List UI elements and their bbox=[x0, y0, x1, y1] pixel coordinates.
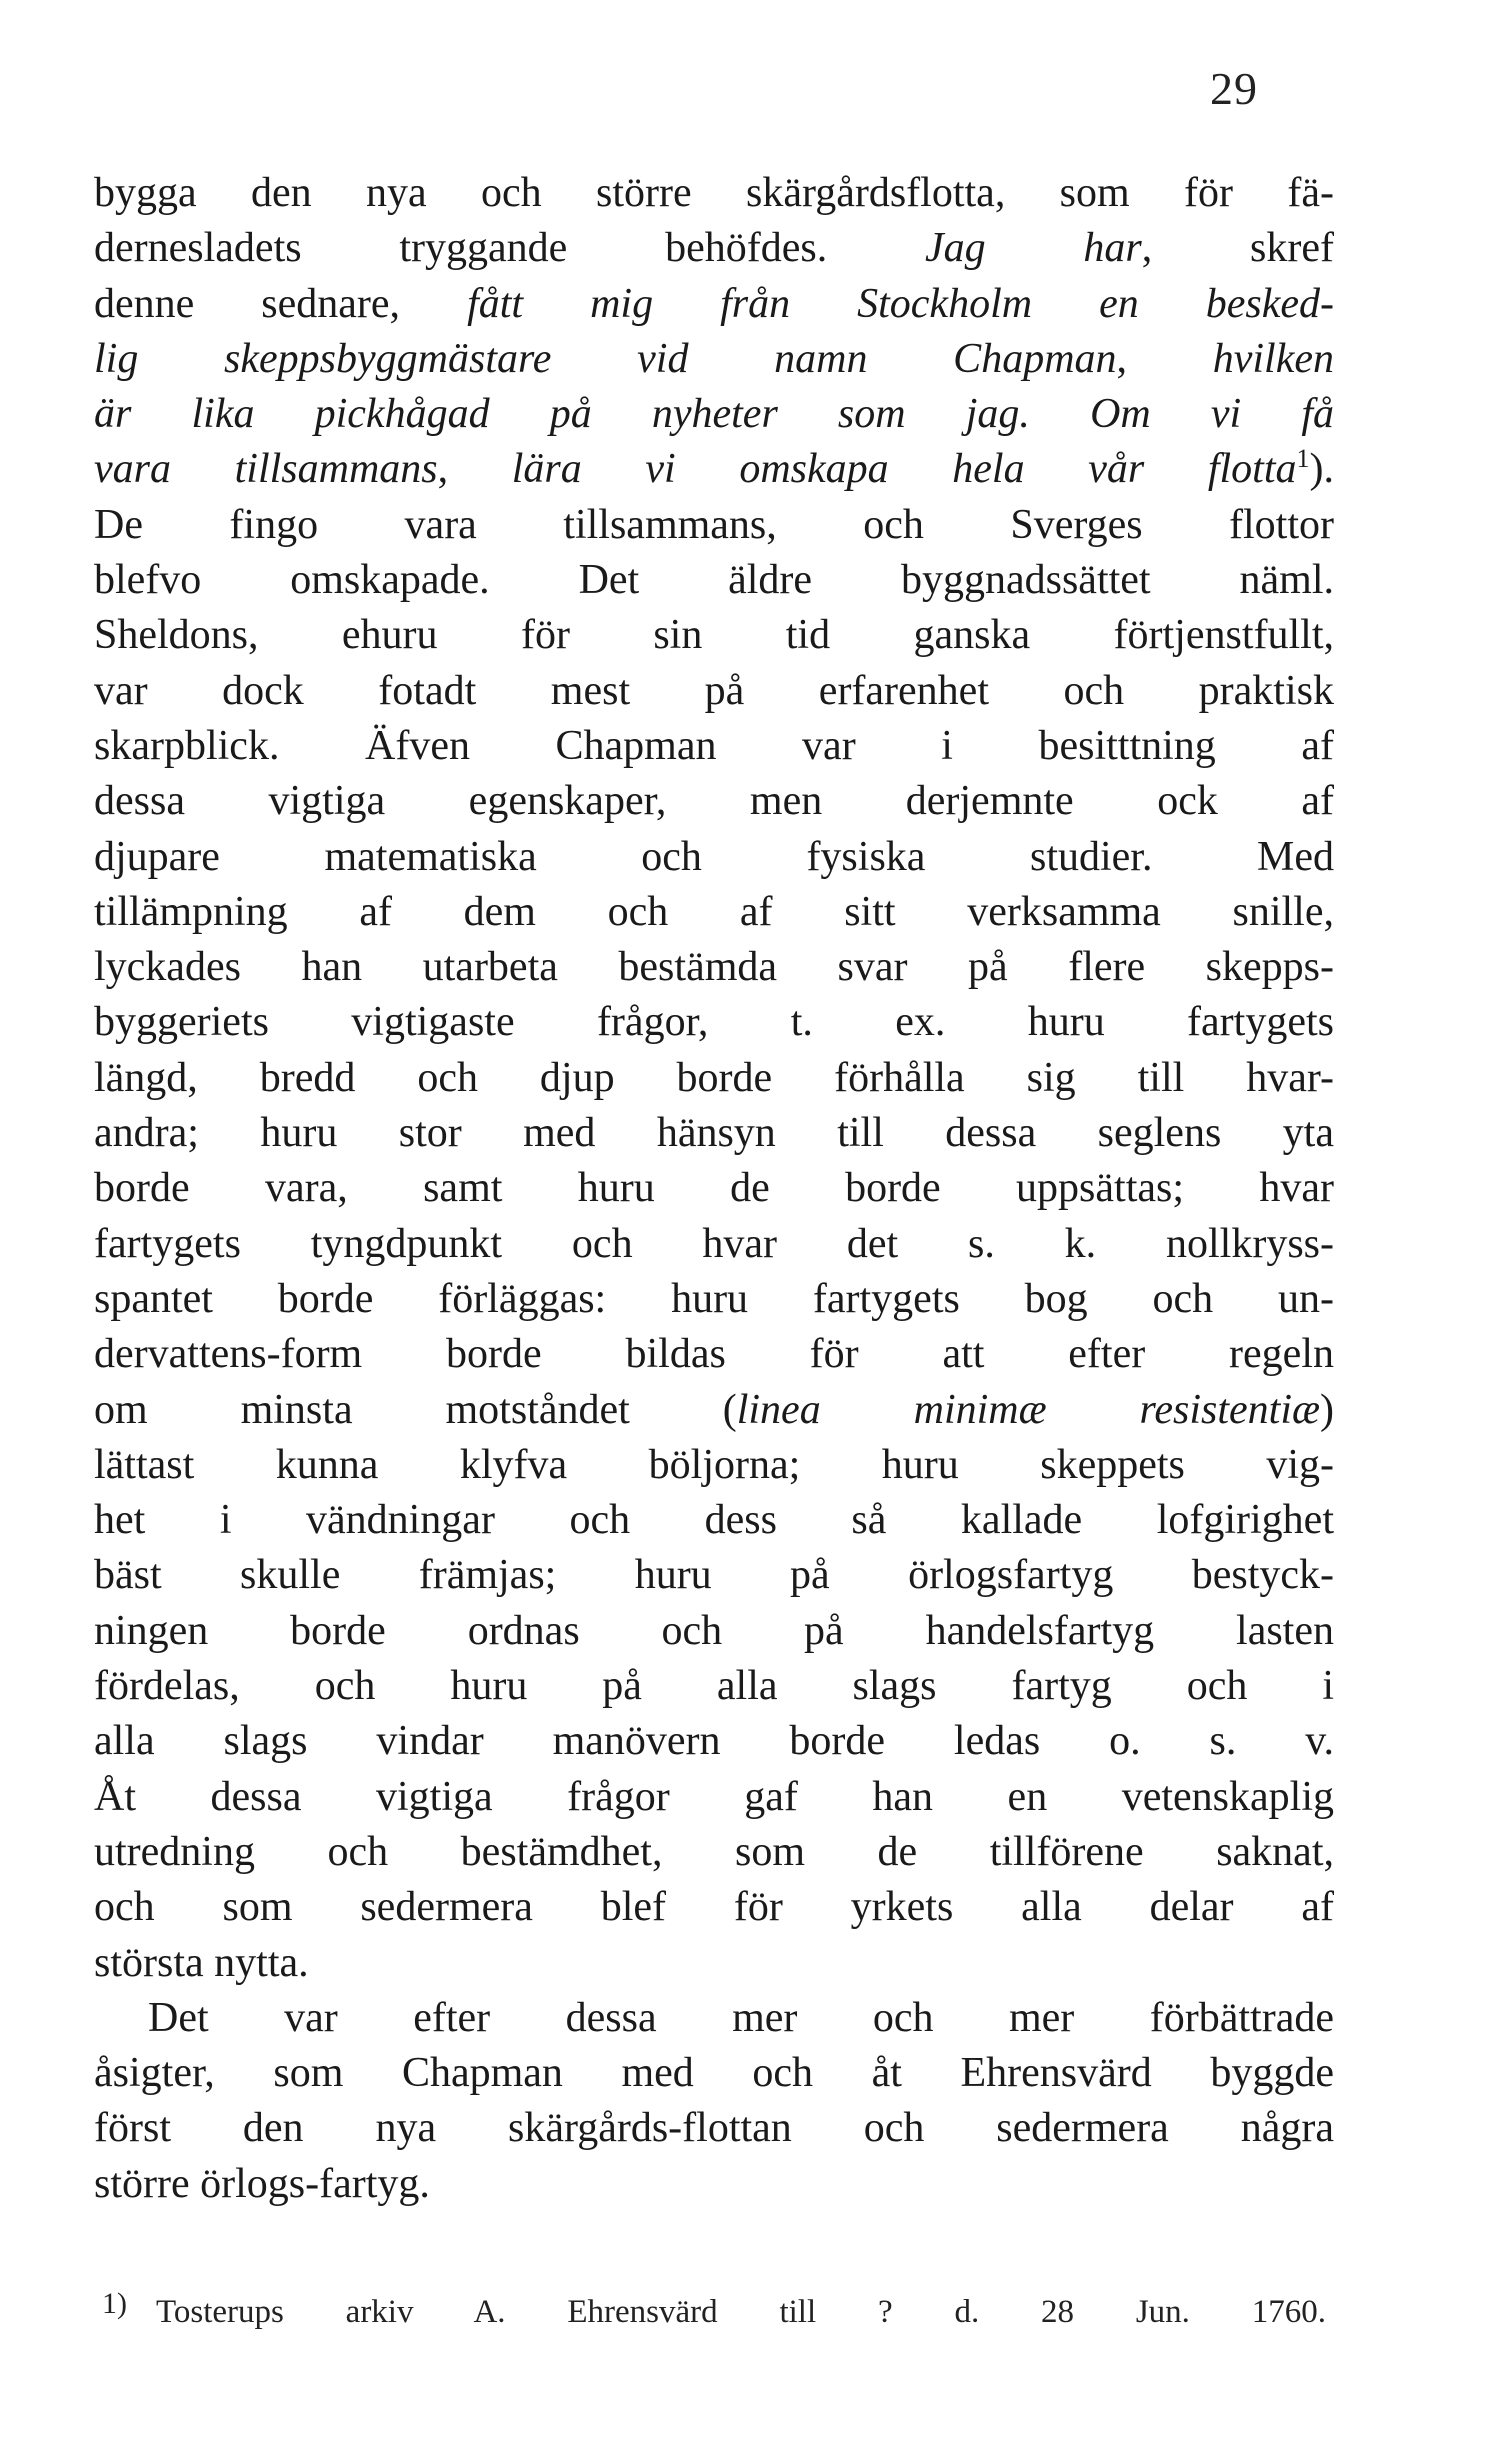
text-segment: lära vi omskapa hela vår flotta bbox=[511, 446, 1297, 493]
text-line bbox=[94, 1217, 1334, 1272]
text-segment: vara tillsammans bbox=[94, 446, 438, 493]
text-line bbox=[94, 332, 1334, 387]
text-segment: byggeriets vigtigaste frågor, t. ex. huru fartygets bbox=[94, 999, 1334, 1046]
text-line bbox=[94, 664, 1334, 719]
text-segment: denne sednare, bbox=[94, 280, 468, 327]
text-segment: ) bbox=[1320, 1386, 1334, 1433]
text-segment: hvilken bbox=[1212, 335, 1334, 382]
text-segment: andra; huru stor med hänsyn till dessa seglens yta bbox=[94, 1110, 1334, 1157]
text-segment: bäst skulle främjas; huru på örlogsfartyg bestyck- bbox=[94, 1552, 1334, 1599]
text-line bbox=[94, 2101, 1334, 2156]
page-number: 29 bbox=[1210, 63, 1258, 114]
text-line bbox=[94, 387, 1334, 442]
text-segment: spantet borde förläggas: huru fartygets bog och un- bbox=[94, 1275, 1334, 1322]
text-line bbox=[94, 830, 1334, 885]
text-line bbox=[94, 1825, 1334, 1880]
text-segment: åsigter, som Chapman med och åt Ehrensvärd byggde bbox=[94, 2050, 1334, 2097]
text-line bbox=[94, 774, 1334, 829]
text-segment: var dock fotadt mest på erfarenhet och praktisk bbox=[94, 667, 1334, 714]
text-segment: skarpblick. Äfven Chapman var i besitttning af bbox=[94, 722, 1334, 769]
text-line bbox=[94, 1991, 1334, 2046]
text-line bbox=[94, 442, 1334, 497]
text-segment: linea minimæ resistentiæ bbox=[736, 1386, 1320, 1433]
text-line bbox=[94, 995, 1334, 1050]
text-line bbox=[94, 940, 1334, 995]
text-line bbox=[94, 1327, 1334, 1382]
text-segment: är lika pickhågad på nyheter som jag. Om vi få bbox=[94, 391, 1334, 438]
text-segment: längd, bredd och djup borde förhålla sig till hvar- bbox=[94, 1054, 1334, 1101]
text-segment: Det var efter dessa mer och mer förbättrade bbox=[148, 1994, 1334, 2041]
footnote-marker: 1) bbox=[102, 2287, 127, 2320]
text-segment: tillämpning af dem och af sitt verksamma snille, bbox=[94, 888, 1334, 935]
text-segment: alla slags vindar manövern borde ledas o. s. v. bbox=[94, 1718, 1334, 1765]
text-segment: het i vändningar och dess så kallade lofgirighet bbox=[94, 1497, 1334, 1544]
text-segment: lig skeppsbyggmästare vid namn Chapman bbox=[94, 335, 1117, 382]
footnote bbox=[102, 2287, 1326, 2334]
text-segment: , bbox=[437, 446, 512, 493]
text-segment: om minsta motståndet ( bbox=[94, 1386, 737, 1433]
text-line bbox=[94, 1383, 1334, 1438]
text-segment: Jag har bbox=[924, 225, 1142, 272]
text-segment: största nytta. bbox=[94, 1939, 309, 1986]
text-line bbox=[94, 1770, 1334, 1825]
text-segment: Sheldons, ehuru för sin tid ganska förtjenstfullt, bbox=[94, 612, 1334, 659]
text-line bbox=[94, 553, 1334, 608]
text-line bbox=[94, 1272, 1334, 1327]
text-segment: Åt dessa vigtiga frågor gaf han en vetenskaplig bbox=[94, 1773, 1334, 1820]
text-line bbox=[94, 1659, 1334, 1714]
text-line bbox=[94, 166, 1334, 221]
text-segment: ). bbox=[1309, 446, 1334, 493]
text-line bbox=[94, 1438, 1334, 1493]
text-line bbox=[94, 221, 1334, 276]
text-segment: dernesladets tryggande behöfdes. bbox=[94, 225, 925, 272]
text-segment: , bbox=[1116, 335, 1213, 382]
text-line bbox=[94, 885, 1334, 940]
text-segment: fått mig från Stockholm en besked- bbox=[467, 280, 1334, 327]
text-line bbox=[94, 719, 1334, 774]
text-segment: fartygets tyngdpunkt och hvar det s. k. nollkryss- bbox=[94, 1220, 1334, 1267]
footnote-text: Tosterups arkiv A. Ehrensvärd till ? d. 28 Jun. 1760. bbox=[156, 2294, 1326, 2330]
text-line bbox=[94, 1106, 1334, 1161]
text-line bbox=[94, 1604, 1334, 1659]
text-line bbox=[94, 1714, 1334, 1769]
text-segment: och som sedermera blef för yrkets alla delar af bbox=[94, 1884, 1334, 1931]
text-segment: utredning och bestämdhet, som de tillförene saknat, bbox=[94, 1828, 1334, 1875]
text-line bbox=[94, 1880, 1334, 1935]
body-text bbox=[94, 166, 1334, 2212]
text-segment: större örlogs-fartyg. bbox=[94, 2160, 430, 2207]
text-line bbox=[94, 1161, 1334, 1216]
text-line bbox=[94, 277, 1334, 332]
footnote-reference: 1 bbox=[1296, 444, 1310, 474]
text-segment: dessa vigtiga egenskaper, men derjemnte ock af bbox=[94, 778, 1334, 825]
text-segment: först den nya skärgårds-flottan och sedermera några bbox=[94, 2105, 1334, 2152]
text-segment: blefvo omskapade. Det äldre byggnadssättet näml. bbox=[94, 557, 1334, 604]
text-segment: lättast kunna klyfva böljorna; huru skeppets vig- bbox=[94, 1441, 1334, 1488]
text-line bbox=[94, 1051, 1334, 1106]
text-segment: fördelas, och huru på alla slags fartyg och i bbox=[94, 1663, 1334, 1710]
text-segment: bygga den nya och större skärgårdsflotta, som för fä- bbox=[94, 170, 1334, 216]
text-line bbox=[94, 498, 1334, 553]
text-line bbox=[94, 1548, 1334, 1603]
text-segment: ningen borde ordnas och på handelsfartyg lasten bbox=[94, 1607, 1334, 1654]
text-line bbox=[94, 608, 1334, 663]
text-segment: dervattens-form borde bildas för att efter regeln bbox=[94, 1331, 1334, 1378]
text-line bbox=[94, 1493, 1334, 1548]
text-segment: lyckades han utarbeta bestämda svar på flere skepps- bbox=[94, 944, 1334, 991]
text-line bbox=[94, 2157, 1334, 2212]
text-segment: De fingo vara tillsammans, och Sverges flottor bbox=[94, 501, 1334, 548]
text-line bbox=[94, 2046, 1334, 2101]
text-segment: djupare matematiska och fysiska studier. Med bbox=[94, 833, 1334, 880]
text-line bbox=[94, 1936, 1334, 1991]
text-segment: , skref bbox=[1141, 225, 1334, 272]
text-segment: borde vara, samt huru de borde uppsättas; hvar bbox=[94, 1165, 1334, 1212]
